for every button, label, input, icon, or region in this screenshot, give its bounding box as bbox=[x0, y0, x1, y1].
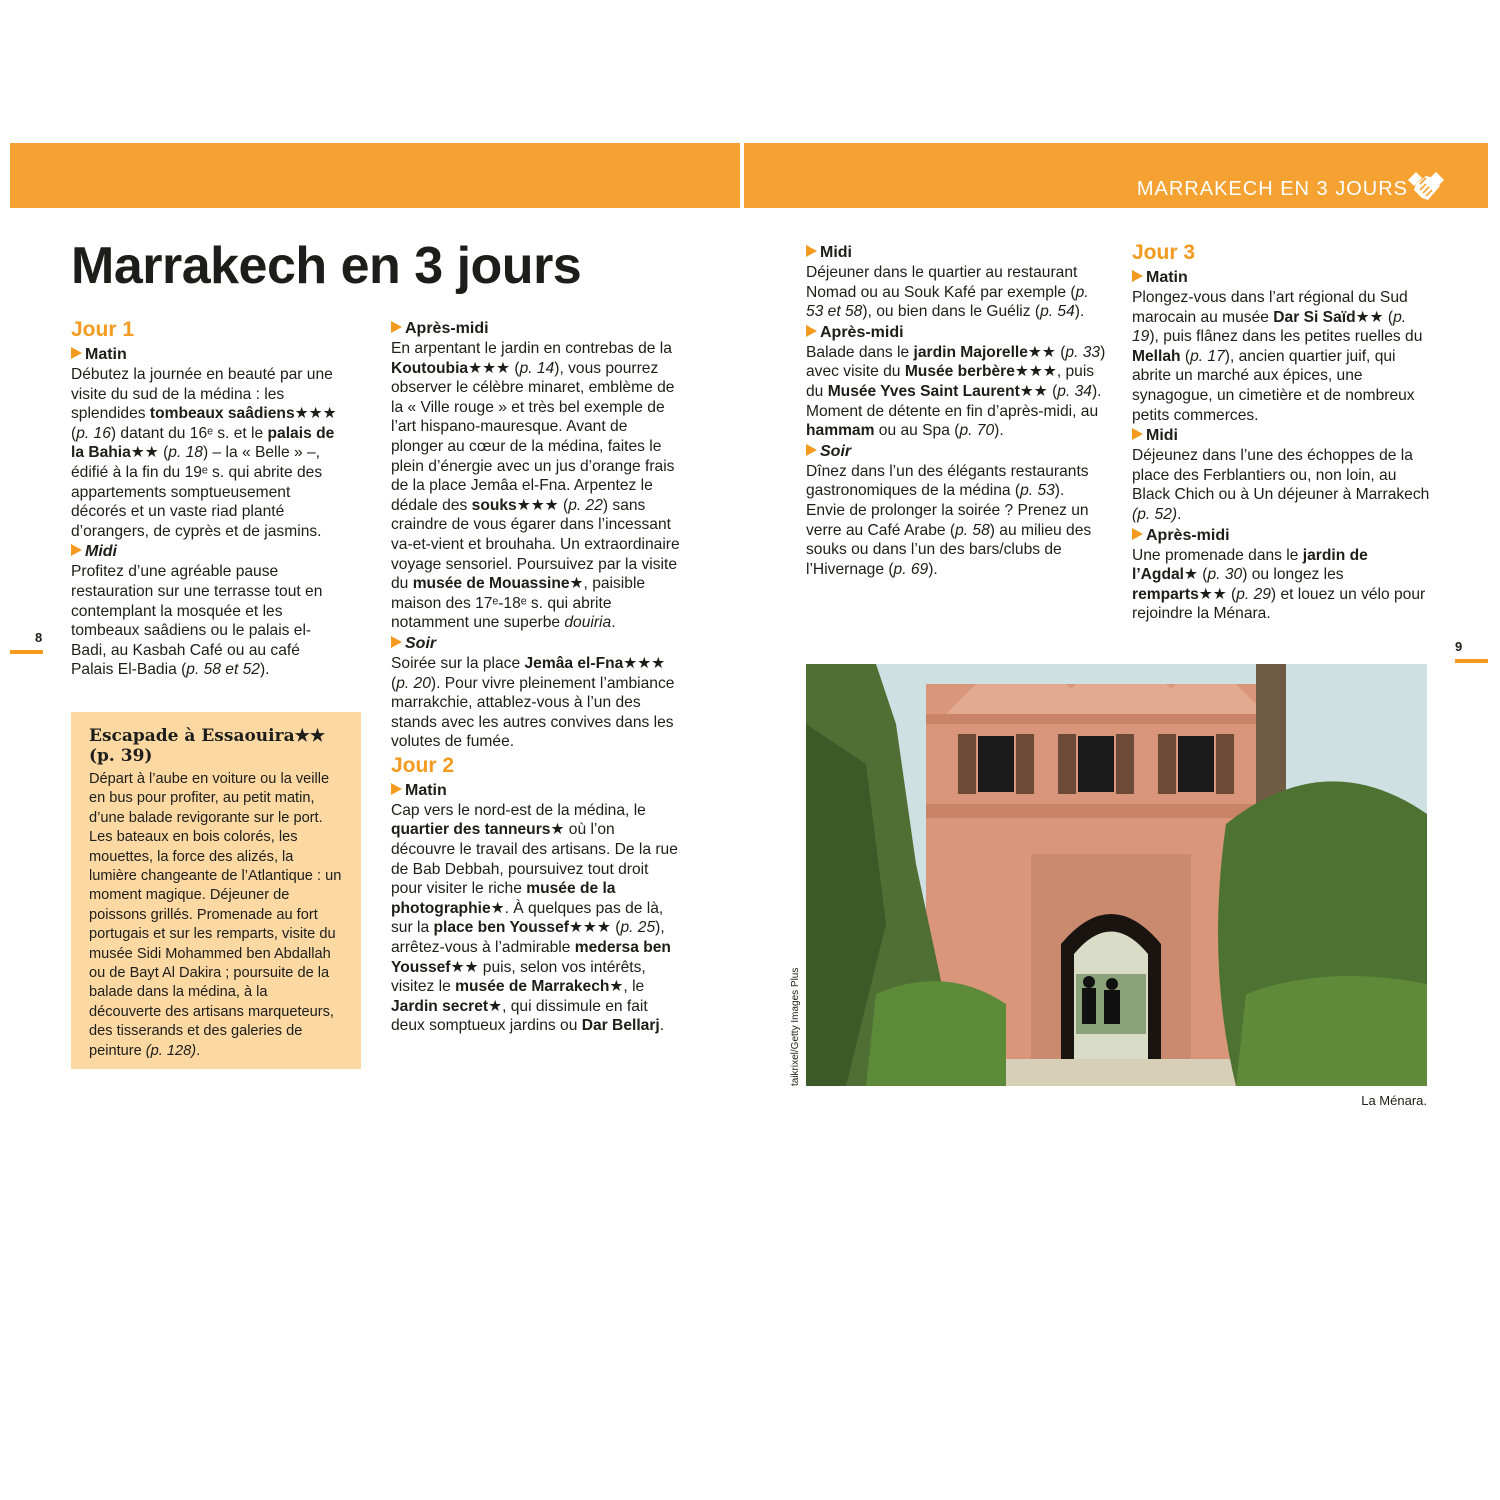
text-run: Balade dans le bbox=[806, 343, 914, 361]
text-run: ) – la « Belle » –, édifié à la fin du 19ᵉ s. qui abrite des appartements somptueusement décorés et un vaste riad planté d’orangers, de cyprès et de jasmins. bbox=[71, 444, 323, 540]
text-run: ). Envie de prolonger la soirée ? Prenez un verre au Café Arabe ( bbox=[806, 482, 1089, 539]
text-run: ), vous pourrez observer le célèbre minaret, emblème de la « Ville rouge » et très bel exemple de l’art hispano-mauresque. Avant de plonger au cœur de la médina, faites le plein d’énergie avec un jus d’orange frais de la place Jemâa el-Fna. Arpentez le dédale des bbox=[391, 359, 675, 514]
time-of-day-heading bbox=[806, 441, 1106, 462]
text-run: . bbox=[611, 614, 616, 632]
bold-text: souks★★★ bbox=[471, 496, 559, 514]
box-body bbox=[89, 770, 343, 1061]
text-run: , qui dissimule en fait deux somptueux jardins ou bbox=[391, 997, 648, 1035]
text-run: ( bbox=[610, 919, 621, 937]
photo-credit: taikrixel/Getty Images Plus bbox=[790, 967, 801, 1086]
italic-text: p. 58 bbox=[955, 521, 990, 539]
triangle-bullet-icon bbox=[806, 444, 817, 456]
bold-text: musée de Marrakech★ bbox=[455, 978, 624, 996]
text-run: ) au milieu des souks ou dans l’un des bars/clubs de l’Hivernage ( bbox=[806, 521, 1092, 578]
triangle-bullet-icon bbox=[806, 245, 817, 257]
box-title: Escapade à Essaouira★★ (p. 39) bbox=[89, 726, 326, 766]
text-run: ), puis flânez dans les petites ruelles du bbox=[1149, 328, 1423, 346]
paragraph bbox=[71, 365, 343, 541]
italic-text: douiria bbox=[564, 614, 612, 632]
section-label: Après-midi bbox=[1146, 526, 1230, 544]
column-day1-2 bbox=[391, 318, 683, 1036]
text-run: ( bbox=[510, 359, 520, 377]
triangle-bullet-icon bbox=[1132, 428, 1143, 440]
text-run: ( bbox=[391, 674, 397, 692]
essaouira-sidebar-box bbox=[71, 712, 361, 1069]
time-of-day-heading bbox=[806, 242, 1106, 263]
text-run: ( bbox=[1047, 382, 1058, 400]
text-run: ( bbox=[1055, 343, 1066, 361]
italic-text: p. 53 bbox=[1020, 482, 1055, 500]
italic-text: p. 34 bbox=[1057, 382, 1092, 400]
text-run: Plongez-vous dans l’art régional du Sud marocain au musée bbox=[1132, 289, 1408, 326]
photo-caption: La Ménara. bbox=[1361, 1093, 1427, 1108]
text-run: Dînez dans l’un des élégants restaurants gastronomiques de la médina ( bbox=[806, 462, 1089, 500]
text-run: Départ à l’aube en voiture ou la veille en bus pour profiter, au petit matin, d’une balade revigorante sur le port. Les bateaux en bois colorés, les mouettes, la force des alizés, la lumière changeante de l’Atlantique : un moment magique. Déjeuner de poissons grillés. Promenade au fort portugais et sur les remparts, visite du musée Sidi Mohammed ben Abdallah ou de Bayt Al Dakira ; poursuite de la balade dans la médina, à la découverte des artisans marqueteurs, des tisserands et des galeries de peinture bbox=[89, 771, 342, 1059]
text-run: ), ancien quartier juif, qui abrite un marché aux épices, une synagogue, un cimetière et de nombreux petits commerces. bbox=[1132, 347, 1415, 424]
text-run: ) et louez un vélo pour rejoindre la Ménara. bbox=[1132, 585, 1426, 623]
day-heading: Jour 1 bbox=[71, 318, 135, 341]
time-of-day-heading bbox=[1132, 425, 1432, 446]
paragraph bbox=[1132, 446, 1432, 524]
section-label: Soir bbox=[405, 634, 437, 652]
paragraph bbox=[806, 343, 1106, 441]
bold-text: quartier des tanneurs★ bbox=[391, 821, 565, 839]
page-number-left: 8 bbox=[35, 630, 43, 645]
bold-text: palais de la Bahia★★ bbox=[71, 424, 335, 462]
italic-text: p. 70 bbox=[959, 422, 995, 440]
bold-text: Koutoubia★★★ bbox=[391, 359, 511, 377]
text-run: ), ou bien dans le Guéliz ( bbox=[862, 303, 1041, 321]
running-title: MARRAKECH EN 3 JOURS bbox=[1136, 178, 1408, 200]
text-run: ( bbox=[1180, 347, 1191, 365]
italic-text: p. 18 bbox=[168, 444, 203, 462]
section-label: Après-midi bbox=[405, 320, 489, 337]
text-run: ) ou longez les bbox=[1242, 566, 1344, 584]
text-run: ). bbox=[1074, 303, 1085, 321]
bold-text: medersa ben Youssef★★ bbox=[391, 939, 671, 976]
bold-text: Mellah bbox=[1132, 347, 1181, 365]
text-run: . À quelques pas de là, sur la bbox=[391, 899, 664, 937]
italic-text: (p. 52) bbox=[1132, 505, 1178, 523]
section-label: Matin bbox=[85, 346, 127, 363]
italic-text: p. 20 bbox=[396, 674, 431, 692]
bold-text: Dar Bellarj bbox=[581, 1017, 660, 1035]
text-run: Déjeunez dans l’une des échoppes de la place des Ferblantiers ou, non loin, au Black Chich ou à Un déjeuner à Marrakech bbox=[1132, 447, 1430, 504]
day-heading: Jour 3 bbox=[1132, 241, 1196, 264]
section-label: Midi bbox=[85, 543, 117, 561]
text-run: . bbox=[659, 1017, 665, 1035]
text-run: Soirée sur la place bbox=[391, 654, 525, 672]
paragraph bbox=[391, 654, 683, 752]
text-run: Déjeuner dans le quartier au restaurant Nomad ou au Souk Kafé par exemple ( bbox=[806, 264, 1078, 301]
day-heading: Jour 2 bbox=[391, 753, 455, 777]
page-marker-left bbox=[10, 650, 43, 654]
italic-text: p. 30 bbox=[1207, 566, 1243, 584]
text-run: ou au Spa ( bbox=[874, 422, 960, 440]
text-run: puis, selon vos intérêts, visitez le bbox=[391, 958, 646, 996]
text-run: ( bbox=[558, 496, 569, 514]
section-label: Midi bbox=[1146, 427, 1178, 445]
text-run: ( bbox=[158, 444, 169, 462]
triangle-bullet-icon bbox=[806, 325, 817, 337]
italic-text: p. 22 bbox=[568, 496, 603, 514]
time-of-day-heading bbox=[1132, 525, 1432, 546]
text-run: Profitez d’une agréable pause restauration sur une terrasse tout en contemplant la mosquée et les tombeaux saâdiens ou le palais el-Badi, au Kasbah Café ou au café Palais El-Badia ( bbox=[71, 563, 323, 679]
italic-text: p. 19 bbox=[1132, 308, 1407, 346]
paragraph bbox=[391, 801, 683, 1036]
bold-text: musée de Mouassine★ bbox=[412, 575, 584, 593]
time-of-day-heading bbox=[806, 322, 1106, 343]
bold-text: hammam bbox=[806, 422, 875, 440]
italic-text: p. 25 bbox=[620, 919, 656, 937]
triangle-bullet-icon bbox=[71, 347, 82, 359]
time-of-day-heading bbox=[1132, 267, 1432, 288]
text-run: où l’on découvre le travail des artisans. De la rue de Bab Debbah, poursuivez tout droit pour visiter le riche bbox=[391, 821, 678, 898]
italic-text: p. 33 bbox=[1065, 343, 1101, 361]
italic-text: p. 58 et 52 bbox=[186, 661, 260, 679]
text-run: ) sans craindre de vous égarer dans l’incessant va-et-vient et brouhaha. Un extraordinaire voyage sensoriel. Poursuivez par la visite du bbox=[391, 496, 680, 593]
text-run: ). bbox=[928, 560, 938, 578]
handshake-icon bbox=[1406, 170, 1446, 204]
section-label: Midi bbox=[820, 244, 852, 261]
header-band-left bbox=[10, 143, 740, 208]
text-run: ), arrêtez-vous à l’admirable bbox=[391, 919, 665, 957]
text-run: , paisible maison des 17ᵉ-18ᵉ s. qui abrite notamment une superbe bbox=[391, 575, 646, 632]
triangle-bullet-icon bbox=[391, 321, 402, 333]
page-title: Marrakech en 3 jours bbox=[71, 237, 582, 295]
text-run: ( bbox=[1383, 308, 1394, 326]
paragraph bbox=[391, 339, 683, 633]
text-run: Cap vers le nord-est de la médina, le bbox=[391, 801, 646, 819]
bold-text: tombeaux saâdiens★★★ bbox=[149, 405, 337, 423]
bold-text: Musée berbère★★★ bbox=[904, 363, 1057, 381]
section-label: Après-midi bbox=[820, 323, 904, 341]
text-run: ). Moment de détente en fin d’après-midi, au bbox=[806, 382, 1102, 420]
section-label: Matin bbox=[1146, 269, 1188, 286]
text-run: ( bbox=[71, 424, 77, 442]
bold-text: Jemâa el-Fna★★★ bbox=[524, 654, 666, 672]
text-run: ). Pour vivre pleinement l’ambiance marrakchie, attablez-vous à l’un des stands avec les autres convives dans les volutes de fumée. bbox=[391, 674, 675, 751]
bold-text: jardin Majorelle★★ bbox=[913, 343, 1056, 361]
section-label: Matin bbox=[405, 781, 447, 799]
text-run: ) avec visite du bbox=[806, 343, 1106, 381]
italic-text: p. 69 bbox=[893, 560, 929, 578]
column-day1 bbox=[71, 316, 343, 680]
paragraph bbox=[71, 562, 343, 680]
paragraph bbox=[1132, 546, 1432, 624]
section-label: Soir bbox=[820, 442, 852, 460]
time-of-day-heading bbox=[391, 780, 683, 801]
paragraph bbox=[1132, 288, 1432, 425]
time-of-day-heading bbox=[71, 344, 343, 365]
bold-text: musée de la photographie★ bbox=[391, 880, 616, 917]
text-run: ( bbox=[1226, 585, 1237, 603]
paragraph bbox=[806, 263, 1106, 322]
italic-text: p. 14 bbox=[519, 359, 555, 377]
photo-la-menara bbox=[806, 664, 1427, 1086]
text-run: . bbox=[196, 1042, 201, 1059]
triangle-bullet-icon bbox=[391, 636, 402, 648]
italic-text: p. 53 et 58 bbox=[806, 283, 1089, 321]
triangle-bullet-icon bbox=[71, 544, 82, 556]
text-run: ( bbox=[1197, 566, 1208, 584]
triangle-bullet-icon bbox=[1132, 528, 1143, 540]
bold-text: Jardin secret★ bbox=[391, 997, 503, 1015]
italic-text: p. 29 bbox=[1236, 585, 1271, 603]
text-run: ). bbox=[259, 661, 270, 679]
time-of-day-heading bbox=[391, 318, 683, 339]
text-run: En arpentant le jardin en contrebas de la bbox=[391, 340, 672, 357]
page-number-right: 9 bbox=[1455, 639, 1463, 654]
text-run: Débutez la journée en beauté par une visite du sud de la médina : les splendides bbox=[71, 366, 333, 423]
text-run: ). bbox=[994, 422, 1004, 440]
bold-text: jardin de l’Agdal★ bbox=[1132, 546, 1368, 584]
text-run: . bbox=[1177, 505, 1182, 523]
triangle-bullet-icon bbox=[391, 783, 402, 795]
text-run: , le bbox=[623, 978, 645, 996]
text-run: , puis du bbox=[806, 363, 1095, 400]
page-marker-right bbox=[1455, 659, 1488, 663]
column-day2 bbox=[806, 242, 1106, 579]
italic-text: (p. 128) bbox=[145, 1042, 197, 1059]
time-of-day-heading bbox=[71, 541, 343, 562]
paragraph bbox=[806, 462, 1106, 580]
bold-text: place ben Youssef★★★ bbox=[433, 919, 611, 937]
italic-text: p. 16 bbox=[76, 424, 111, 442]
italic-text: p. 17 bbox=[1190, 347, 1225, 365]
text-run: Une promenade dans le bbox=[1132, 546, 1303, 564]
bold-text: Musée Yves Saint Laurent★★ bbox=[827, 382, 1048, 400]
time-of-day-heading bbox=[391, 633, 683, 654]
bold-text: remparts★★ bbox=[1132, 585, 1227, 603]
triangle-bullet-icon bbox=[1132, 270, 1143, 282]
column-day3 bbox=[1132, 239, 1432, 624]
text-run: ) datant du 16ᵉ s. et le bbox=[110, 424, 268, 442]
italic-text: p. 54 bbox=[1040, 303, 1075, 321]
bold-text: Dar Si Saïd★★ bbox=[1273, 308, 1384, 326]
